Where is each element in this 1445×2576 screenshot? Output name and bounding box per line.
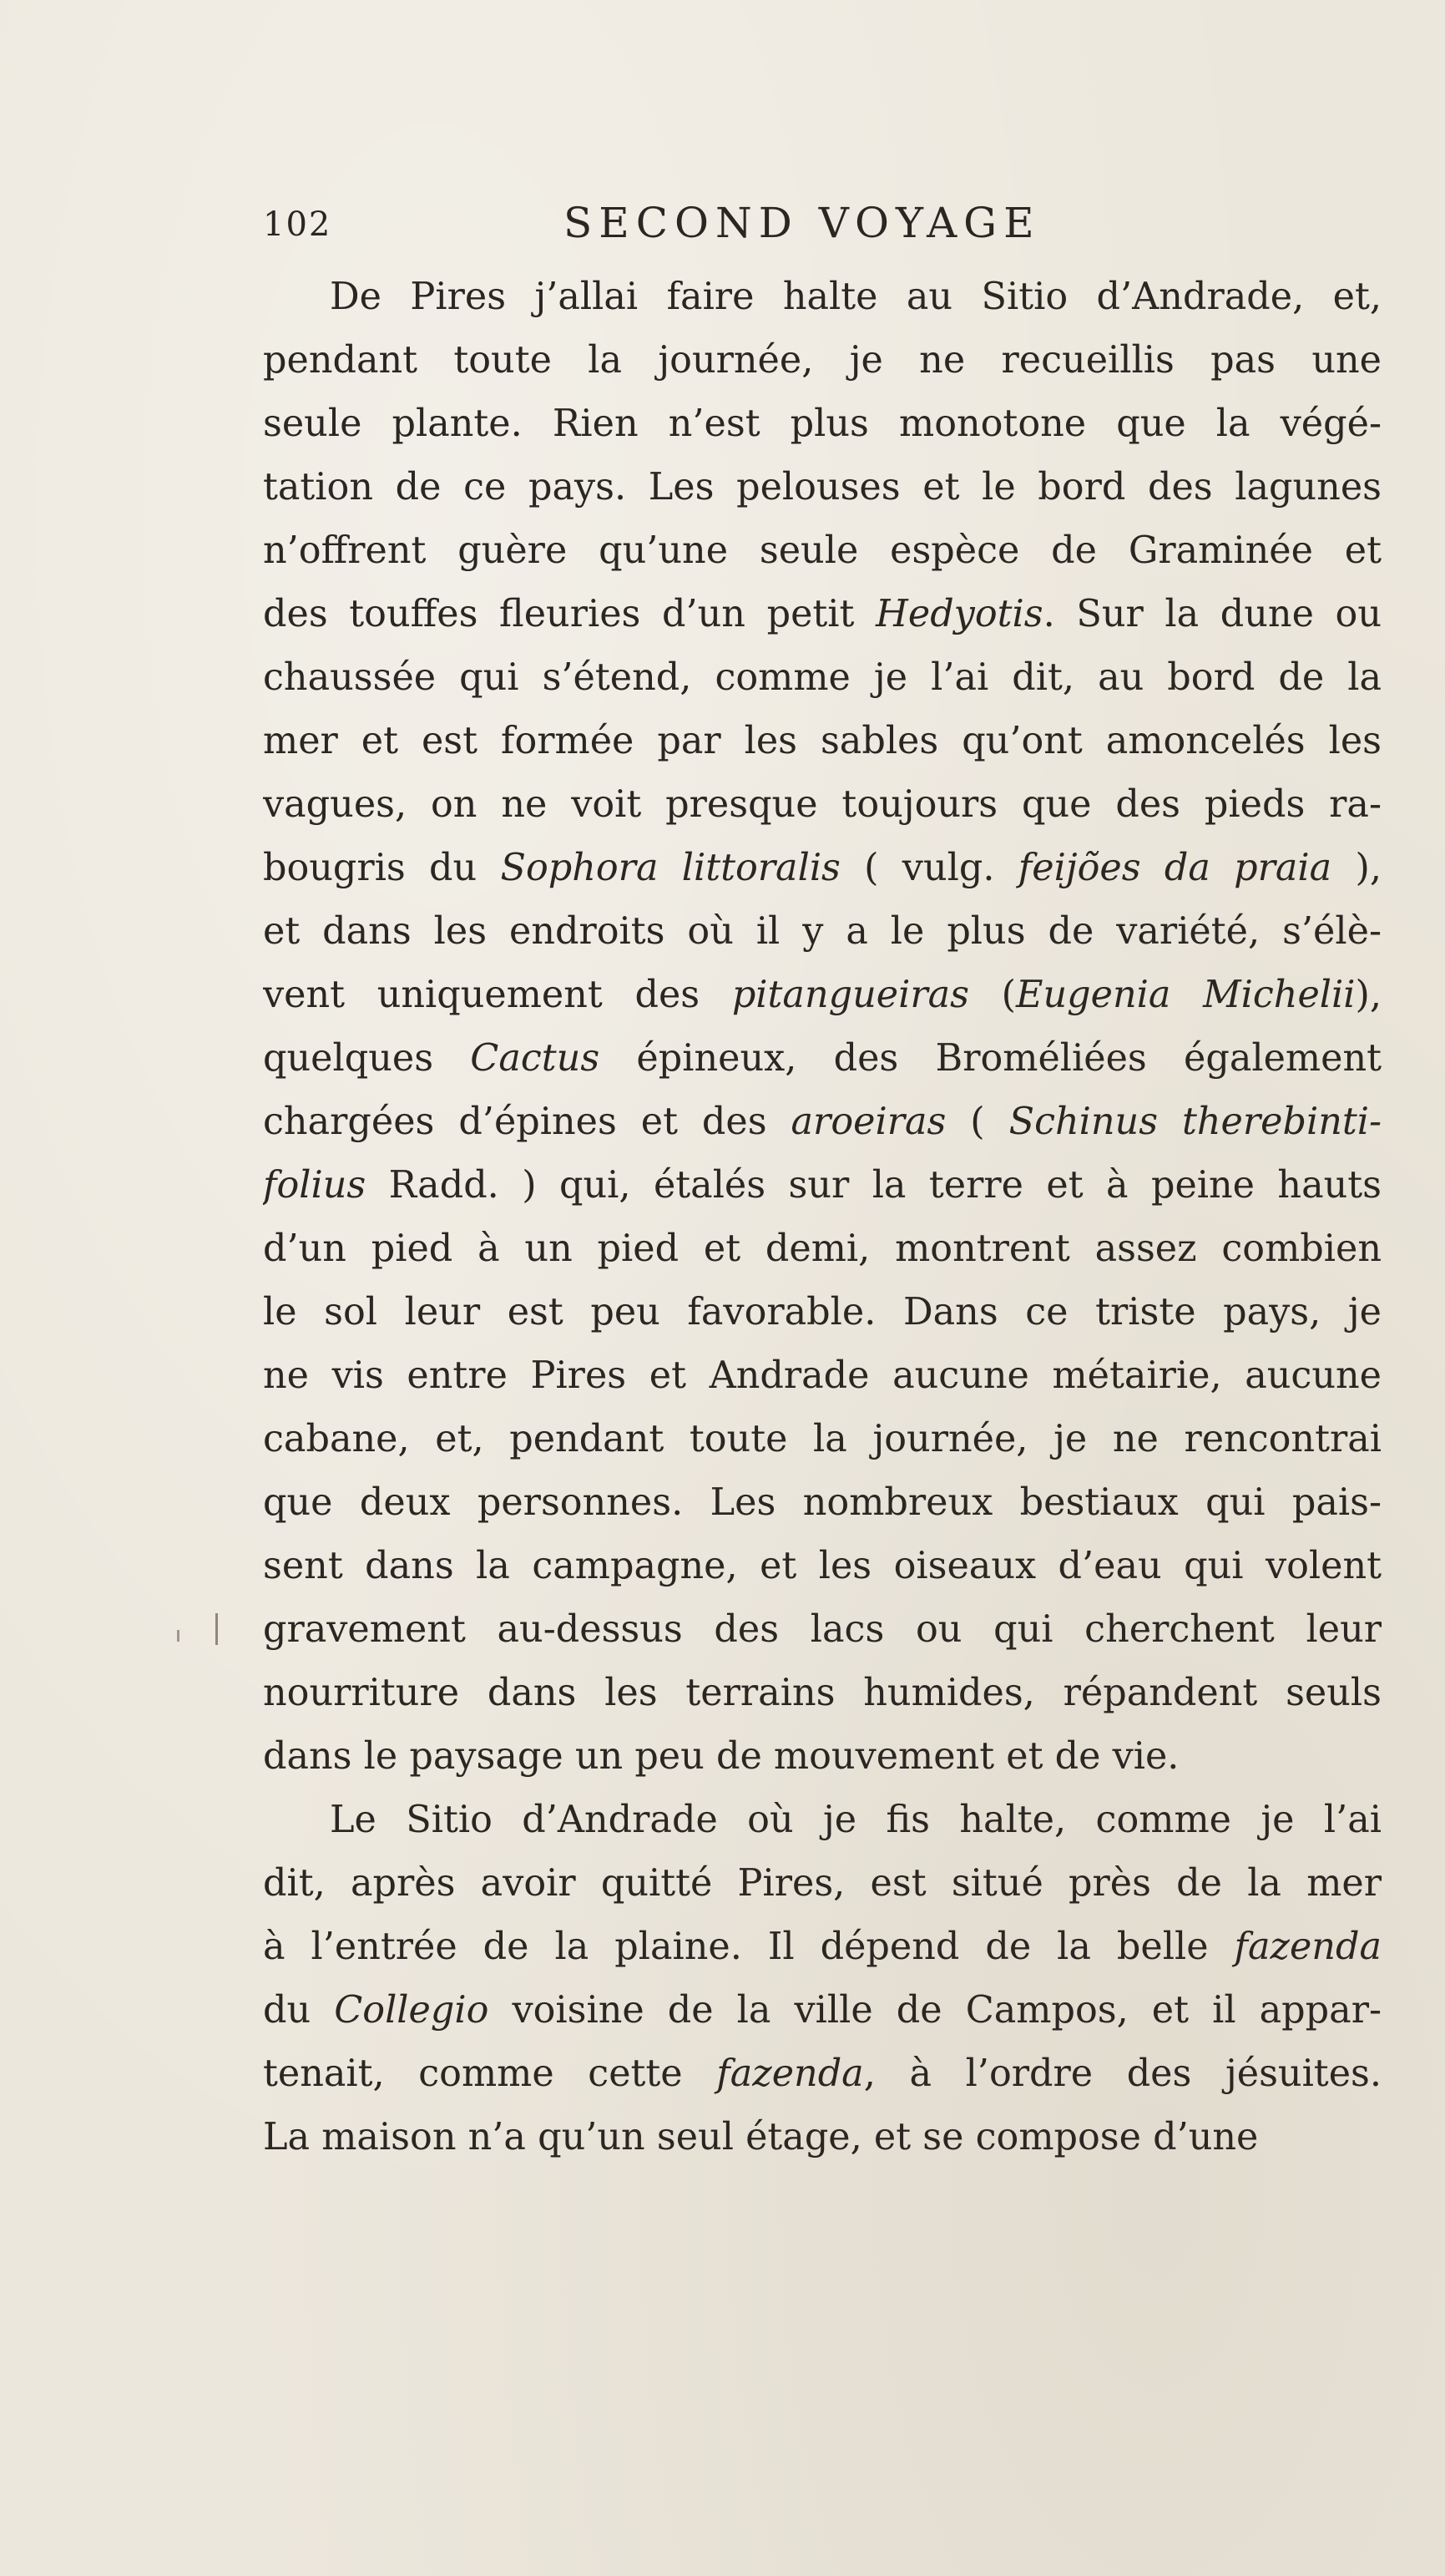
text-run: du <box>263 1989 335 2032</box>
text-run: gravement au-dessus des lacs ou qui cherchent leur <box>263 1608 1382 1651</box>
text-run: ( vulg. <box>840 847 1018 889</box>
text-run: ), <box>1355 974 1382 1016</box>
text-run: chaussée qui s’étend, comme je l’ai dit, au bord de la <box>263 656 1382 699</box>
text-line <box>263 964 1382 1027</box>
text-run: d’un pied à un pied et demi, montrent assez combien <box>263 1227 1382 1270</box>
text-line <box>263 837 1382 900</box>
text-line <box>263 2106 1382 2169</box>
text-line <box>263 1979 1382 2042</box>
body-text <box>263 266 1382 2169</box>
text-run: à l’entrée de la plaine. Il dépend de la belle <box>263 1926 1235 1968</box>
text-line <box>263 266 1382 329</box>
italic-term: folius <box>263 1164 366 1207</box>
text-line <box>263 1725 1382 1789</box>
text-run: vagues, on ne voit presque toujours que des pieds ra- <box>263 783 1382 826</box>
text-line <box>263 1217 1382 1281</box>
text-run: , à l’ordre des jésuites. <box>863 2052 1382 2095</box>
italic-term: Sophora littoralis <box>500 847 841 889</box>
text-run: ), <box>1331 847 1382 889</box>
text-run: des touffes fleuries d’un petit <box>263 593 877 635</box>
text-run: et dans les endroits où il y a le plus de variété, s’élè- <box>263 910 1382 953</box>
text-line <box>263 519 1382 583</box>
text-run: sent dans la campagne, et les oiseaux d’eau qui volent <box>263 1545 1382 1587</box>
margin-pencil-dot <box>177 1630 179 1642</box>
text-run: Radd. ) qui, étalés sur la terre et à peine hauts <box>366 1164 1382 1207</box>
text-run: ( <box>968 974 1017 1016</box>
italic-term: pitangueiras <box>731 974 969 1016</box>
italic-term: fazenda <box>1234 1926 1382 1968</box>
text-line <box>263 1789 1382 1852</box>
text-run: tation de ce pays. Les pelouses et le bord des lagunes <box>263 466 1382 509</box>
text-line <box>263 1281 1382 1344</box>
italic-term: feijões da praia <box>1018 847 1332 889</box>
text-run: pendant toute la journée, je ne recueillis pas une <box>263 339 1382 382</box>
italic-term: Schinus therebinti- <box>1008 1101 1382 1143</box>
text-line <box>263 2042 1382 2106</box>
text-line <box>263 1471 1382 1535</box>
text-line <box>263 1408 1382 1471</box>
text-line <box>263 392 1382 456</box>
text-run: nourriture dans les terrains humides, répandent seuls <box>263 1672 1382 1714</box>
text-run: bougris du <box>263 847 501 889</box>
text-run: vent uniquement des <box>263 974 732 1016</box>
text-line <box>263 456 1382 519</box>
italic-term: aroeiras <box>791 1101 947 1143</box>
margin-pencil-mark <box>215 1613 218 1645</box>
text-line <box>263 1916 1382 1979</box>
text-run: n’offrent guère qu’une seule espèce de Graminée et <box>263 529 1382 572</box>
text-run: ne vis entre Pires et Andrade aucune métairie, aucune <box>263 1354 1382 1397</box>
text-line <box>263 646 1382 710</box>
text-line <box>263 1852 1382 1916</box>
italic-term: fazenda <box>716 2052 864 2095</box>
text-line <box>263 1091 1382 1154</box>
text-run: chargées d’épines et des <box>263 1101 791 1143</box>
text-run: voisine de la ville de Campos, et il appar- <box>488 1989 1382 2032</box>
running-title: SECOND VOYAGE <box>563 199 1041 247</box>
text-run: Le Sitio d’Andrade où je fis halte, comme je l’ai <box>330 1799 1382 1841</box>
italic-term: Eugenia Michelii <box>1016 974 1356 1016</box>
text-run: mer et est formée par les sables qu’ont amoncelés les <box>263 720 1382 762</box>
text-run: quelques <box>263 1037 471 1080</box>
text-line <box>263 1535 1382 1598</box>
text-run: dit, après avoir quitté Pires, est situé près de la mer <box>263 1862 1382 1905</box>
text-line <box>263 1598 1382 1662</box>
text-run: . Sur la dune ou <box>1043 593 1382 635</box>
italic-term: Collegio <box>334 1989 489 2032</box>
text-run: tenait, comme cette <box>263 2052 717 2095</box>
text-line <box>263 1154 1382 1217</box>
text-line <box>263 1027 1382 1091</box>
text-run: le sol leur est peu favorable. Dans ce triste pays, je <box>263 1291 1382 1334</box>
text-run: seule plante. Rien n’est plus monotone que la végé- <box>263 402 1382 445</box>
text-run: ( <box>946 1101 1009 1143</box>
text-line <box>263 773 1382 837</box>
text-run: La maison n’a qu’un seul étage, et se compose d’une <box>263 2116 1259 2158</box>
italic-term: Cactus <box>470 1037 600 1080</box>
text-line <box>263 583 1382 646</box>
text-line <box>263 900 1382 964</box>
text-line <box>263 710 1382 773</box>
text-run: que deux personnes. Les nombreux bestiaux qui pais- <box>263 1481 1382 1524</box>
text-run: épineux, des Broméliées également <box>599 1037 1382 1080</box>
text-line <box>263 1344 1382 1408</box>
text-line <box>263 329 1382 392</box>
page-header <box>263 199 1390 257</box>
text-run: dans le paysage un peu de mouvement et de vie. <box>263 1735 1180 1778</box>
text-run: De Pires j’allai faire halte au Sitio d’Andrade, et, <box>330 276 1382 318</box>
page-number: 102 <box>263 205 332 244</box>
text-line <box>263 1662 1382 1725</box>
italic-term: Hedyotis <box>876 593 1043 635</box>
text-run: cabane, et, pendant toute la journée, je ne rencontrai <box>263 1418 1382 1460</box>
